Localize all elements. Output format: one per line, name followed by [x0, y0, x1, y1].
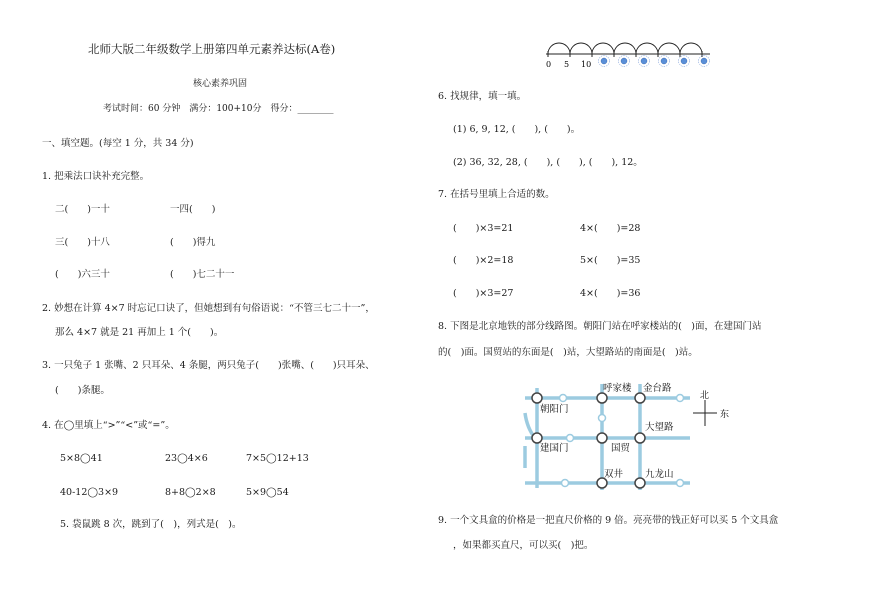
q1-item: 三( )十八	[55, 237, 110, 248]
q4-item: 40-12◯3×9	[60, 487, 119, 498]
q3-line2: ( )条腿。	[55, 385, 110, 396]
q9-line1: 9. 一个文具盒的价格是一把直尺价格的 9 倍。亮亮带的钱正好可以买 5 个文具盒	[438, 515, 779, 526]
compass-north: 北	[700, 391, 710, 401]
q7-item: ( )×2=18	[453, 255, 514, 266]
station-label: 双井	[604, 469, 624, 480]
numberline-label: 10	[581, 60, 592, 69]
station-label: 大望路	[645, 422, 674, 433]
q7-item: ( )×3=21	[453, 223, 514, 234]
q4-item: 23◯4×6	[165, 453, 208, 464]
q7-item: ( )×3=27	[453, 288, 514, 299]
q1-stem: 1. 把乘法口诀补充完整。	[42, 171, 150, 182]
q1-item: ( )七二十一	[170, 269, 235, 280]
q4-item: 7×5◯12+13	[246, 453, 309, 464]
q4-item: 5×9◯54	[246, 487, 289, 498]
q7-item: 5×( )=35	[580, 255, 641, 266]
compass-east: 东	[720, 410, 730, 420]
exam-info: 考试时间：60 分钟 满分：100+10分 得分：________	[103, 104, 334, 114]
station-label: 呼家楼	[603, 383, 632, 394]
q6-line2: (2) 36, 32, 28, ( ), ( ), ( ), 12。	[453, 157, 643, 168]
q7-item: 4×( )=36	[580, 288, 641, 299]
q3-line1: 3. 一只兔子 1 张嘴、2 只耳朵、4 条腿，两只兔子( )张嘴、( )只耳朵、	[42, 360, 375, 371]
q1-item: 一四( )	[170, 204, 216, 215]
station-label: 国贸	[611, 443, 631, 454]
q2-line2: 那么 4×7 就是 21 再加上 1 个( )。	[55, 327, 224, 338]
station-label: 建国门	[540, 443, 569, 454]
q9-line2: ，如果都买直尺，可以买( )把。	[453, 540, 594, 551]
section-fill-blank: 一、填空题。(每空 1 分，共 34 分)	[42, 138, 194, 149]
q7-stem: 7. 在括号里填上合适的数。	[438, 189, 555, 200]
flower-icon	[599, 56, 710, 67]
q1-item: ( )六三十	[55, 269, 110, 280]
numberline-label: 0	[546, 60, 552, 69]
metro-map	[515, 378, 755, 496]
q4-stem: 4. 在◯里填上“>”“<”或“=”。	[42, 420, 175, 431]
q1-item: 二( )一十	[55, 204, 110, 215]
station-label: 朝阳门	[540, 404, 569, 415]
q7-item: 4×( )=28	[580, 223, 641, 234]
q8-line2: 的( )面。国贸站的东面是( )站，大望路站的南面是( )站。	[438, 347, 698, 358]
station-label: 九龙山	[645, 469, 674, 480]
q8-line1: 8. 下图是北京地铁的部分线路图。朝阳门站在呼家楼站的( )面，在建国门站	[438, 321, 762, 332]
q6-line1: (1) 6, 9, 12, ( ), ( )。	[453, 124, 581, 135]
number-line-figure	[540, 36, 720, 72]
q2-line1: 2. 妙想在计算 4×7 时忘记口诀了，但她想到有句俗语说：“不管三七二十一”，	[42, 303, 375, 314]
page-title: 北师大版二年级数学上册第四单元素养达标(A卷)	[88, 42, 336, 56]
compass-icon	[693, 400, 717, 426]
q5: 5. 袋鼠跳 8 次，跳到了( )，列式是( )。	[60, 519, 242, 530]
q1-item: ( )得九	[170, 237, 216, 248]
page-subtitle: 核心素养巩固	[193, 79, 248, 89]
q4-item: 5×8◯41	[60, 453, 103, 464]
q4-item: 8+8◯2×8	[165, 487, 216, 498]
station-label: 金台路	[643, 383, 672, 394]
numberline-label: 5	[564, 60, 570, 69]
q6-stem: 6. 找规律，填一填。	[438, 91, 527, 102]
